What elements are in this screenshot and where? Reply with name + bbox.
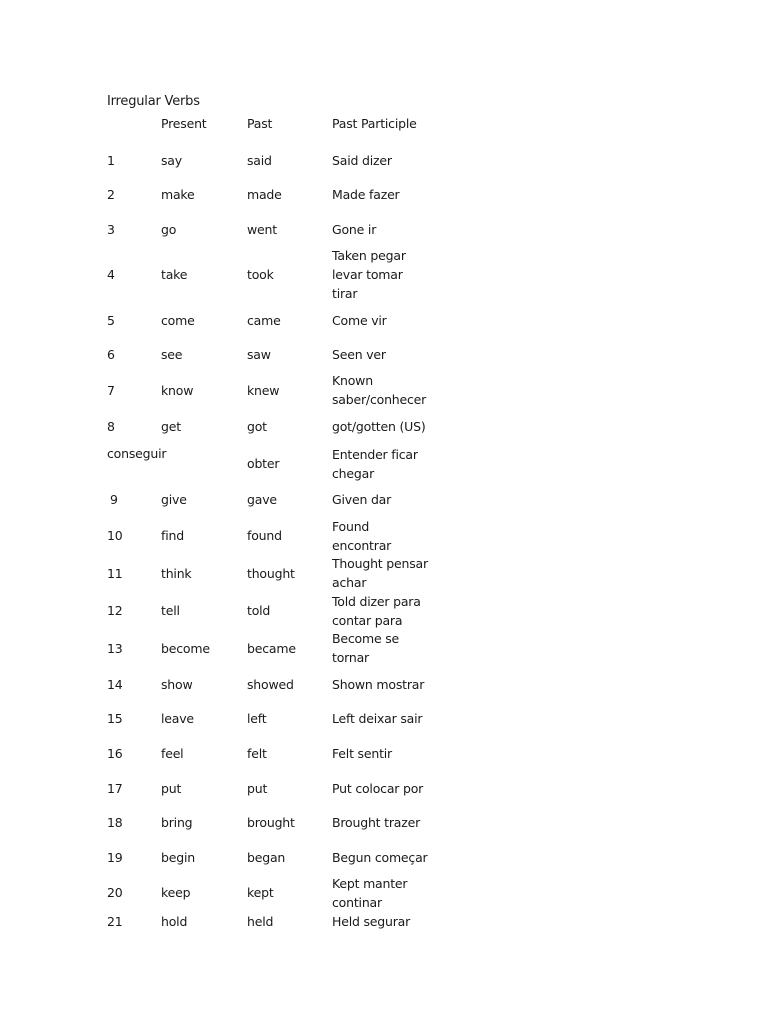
past-form: knew <box>247 383 280 398</box>
past-form: kept <box>247 885 274 900</box>
past-form: got <box>247 419 267 434</box>
past-form: became <box>247 641 296 656</box>
present-form: know <box>161 383 194 398</box>
past-participle-form: Brought trazer <box>332 815 421 830</box>
past-participle-form: Felt sentir <box>332 746 392 761</box>
row-number: 16 <box>107 746 123 761</box>
past-participle-form: Gone ir <box>332 222 377 237</box>
past-participle-form: Left deixar sair <box>332 711 423 726</box>
past-form: told <box>247 603 271 618</box>
row-number: 14 <box>107 677 123 692</box>
past-participle-form: Begun começar <box>332 850 428 865</box>
past-form: gave <box>247 492 277 507</box>
present-form: feel <box>161 746 184 761</box>
past-participle-form: Come vir <box>332 313 387 328</box>
row-number: 17 <box>107 781 123 796</box>
present-form: put <box>161 781 182 796</box>
present-form: get <box>161 419 181 434</box>
past-form: made <box>247 187 282 202</box>
present-form: hold <box>161 914 188 929</box>
present-form: say <box>161 153 182 168</box>
present-form: tell <box>161 603 180 618</box>
present-form: bring <box>161 815 193 830</box>
present-form: think <box>161 566 192 581</box>
past-form: showed <box>247 677 294 692</box>
row-number: 20 <box>107 885 123 900</box>
present-form: go <box>161 222 177 237</box>
past-form: brought <box>247 815 295 830</box>
past-participle-form: Told dizer para contar para <box>332 594 421 628</box>
past-form: found <box>247 528 282 543</box>
past-participle-form: Taken pegar levar tomar tirar <box>332 248 406 301</box>
row-number: 19 <box>107 850 123 865</box>
past-participle-form: Held segurar <box>332 914 411 929</box>
past-participle-form: Known saber/conhecer <box>332 373 427 407</box>
past-participle-form: got/gotten (US) <box>332 419 426 434</box>
row-number: 4 <box>107 267 115 282</box>
row-number: 15 <box>107 711 123 726</box>
header-past-participle: Past Participle <box>332 116 417 131</box>
past-form: went <box>247 222 277 237</box>
past-participle-form: Shown mostrar <box>332 677 425 692</box>
past-form: began <box>247 850 286 865</box>
past-form: left <box>247 711 267 726</box>
document-title: Irregular Verbs <box>107 94 200 109</box>
past-form: put <box>247 781 268 796</box>
row-number: 3 <box>107 222 115 237</box>
past-form: obter <box>247 456 280 471</box>
row-number: 12 <box>107 603 123 618</box>
row-number: 10 <box>107 528 123 543</box>
past-form: came <box>247 313 281 328</box>
present-form: find <box>161 528 184 543</box>
past-participle-form: Entender ficar chegar <box>332 447 418 481</box>
past-participle-form: Said dizer <box>332 153 392 168</box>
past-participle-form: Kept manter continar <box>332 876 408 910</box>
past-form: saw <box>247 347 271 362</box>
row-number: 11 <box>107 566 123 581</box>
row-continuation-text: conseguir <box>107 446 167 461</box>
past-participle-form: Given dar <box>332 492 392 507</box>
past-form: said <box>247 153 272 168</box>
present-form: show <box>161 677 193 692</box>
present-form: come <box>161 313 195 328</box>
past-participle-form: Found encontrar <box>332 519 392 553</box>
row-number: 13 <box>107 641 123 656</box>
past-form: thought <box>247 566 295 581</box>
present-form: begin <box>161 850 195 865</box>
row-number: 6 <box>107 347 115 362</box>
row-number: 1 <box>107 153 115 168</box>
past-participle-form: Become se tornar <box>332 631 400 665</box>
past-participle-form: Put colocar por <box>332 781 424 796</box>
past-form: held <box>247 914 274 929</box>
present-form: become <box>161 641 210 656</box>
present-form: give <box>161 492 187 507</box>
past-form: felt <box>247 746 267 761</box>
past-participle-form: Thought pensar achar <box>332 556 428 590</box>
header-past: Past <box>247 116 273 131</box>
past-participle-form: Seen ver <box>332 347 386 362</box>
present-form: take <box>161 267 188 282</box>
present-form: leave <box>161 711 194 726</box>
past-participle-form: Made fazer <box>332 187 400 202</box>
row-number: 21 <box>107 914 123 929</box>
present-form: keep <box>161 885 191 900</box>
row-number: 18 <box>107 815 123 830</box>
row-number: 9 <box>110 492 118 507</box>
row-number: 8 <box>107 419 115 434</box>
row-number: 2 <box>107 187 115 202</box>
row-number: 7 <box>107 383 115 398</box>
present-form: make <box>161 187 195 202</box>
past-form: took <box>247 267 274 282</box>
row-number: 5 <box>107 313 115 328</box>
header-present: Present <box>161 116 207 131</box>
present-form: see <box>161 347 183 362</box>
